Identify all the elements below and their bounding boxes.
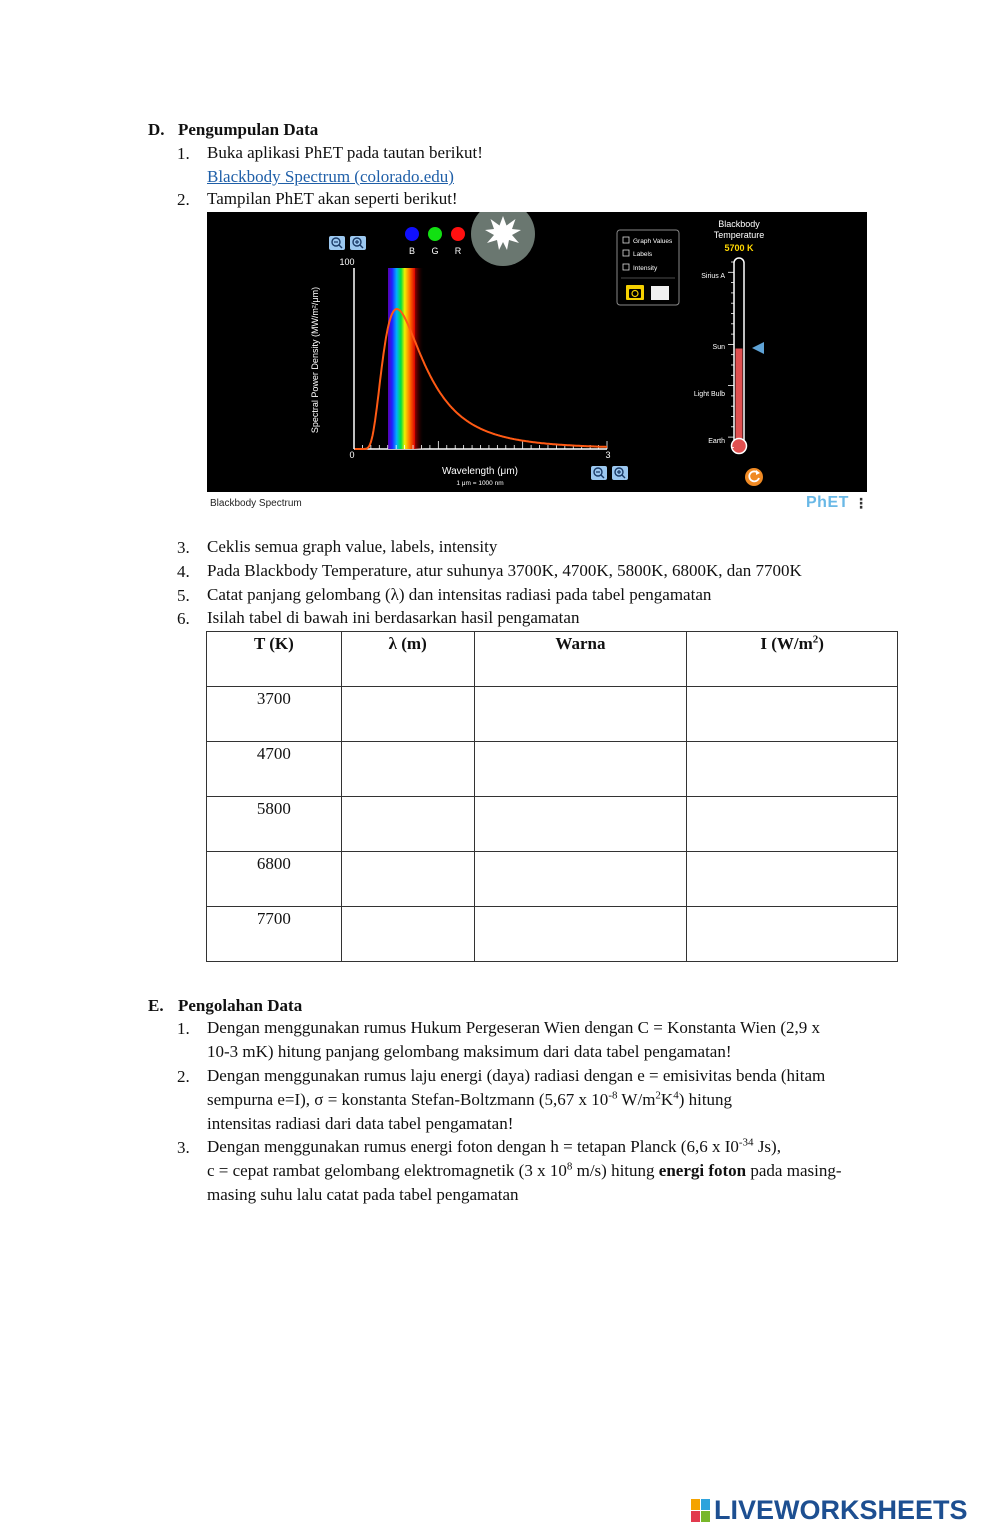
mark-earth: Earth <box>708 438 725 445</box>
mark-sirius-a: Sirius A <box>701 273 725 280</box>
wavelength-cell[interactable] <box>341 687 474 742</box>
x-axis-max: 3 <box>605 450 611 460</box>
intensity-cell[interactable] <box>687 852 898 907</box>
table-row <box>207 852 898 907</box>
intensity-cell[interactable] <box>687 687 898 742</box>
blackbody-spectrum-link[interactable]: Blackbody Spectrum (colorado.edu) <box>207 167 454 186</box>
reset-all-button[interactable] <box>745 468 763 486</box>
thermometer-title-line1: Blackbody <box>718 219 760 229</box>
red-label: R <box>454 246 462 256</box>
item-e3-line3: masing suhu lalu catat pada tabel pengamatan <box>207 1185 519 1204</box>
table-row <box>207 797 898 852</box>
item-d4-number: 4. <box>177 562 190 581</box>
intensity-cell[interactable] <box>687 797 898 852</box>
item-e2-number: 2. <box>177 1067 190 1086</box>
item-e3-number: 3. <box>177 1138 190 1157</box>
color-cell[interactable] <box>474 907 687 962</box>
phet-caption: Blackbody Spectrum <box>210 498 302 509</box>
thermometer[interactable] <box>732 258 747 454</box>
header-color: Warna <box>474 632 687 687</box>
item-e2-line1: Dengan menggunakan rumus laju energi (daya) radiasi dengan e = emisivitas benda (hitam <box>207 1066 826 1085</box>
table-header-row <box>207 632 898 687</box>
header-wavelength: λ (m) <box>341 632 474 687</box>
item-d2-number: 2. <box>177 190 190 209</box>
green-indicator-dot <box>428 227 442 241</box>
item-d2-text: Tampilan PhET akan seperti berikut! <box>207 189 458 208</box>
wavelength-zoom-out-button[interactable] <box>591 466 607 480</box>
temperature-slider-handle[interactable] <box>752 342 764 354</box>
item-e2-line2: sempurna e=I), σ = konstanta Stefan-Boltzmann (5,67 x $10^{-8}$ $W/m^2K^4$) hitung <box>207 1089 733 1109</box>
phet-logo: PhET <box>806 494 849 511</box>
blue-label: B <box>408 246 416 256</box>
item-e1-line1: Dengan menggunakan rumus Hukum Pergeseran Wien dengan C = Konstanta Wien (2,9 x <box>207 1018 821 1037</box>
table-row <box>207 687 898 742</box>
y-axis-label: Spectral Power Density (MW/m²/μm) <box>310 286 320 434</box>
color-cell[interactable] <box>474 852 687 907</box>
temperature-value: 5700 K <box>724 243 754 253</box>
item-e3-line2: c = cepat rambat gelombang elektromagnetik (3 x $10^8$ m/s) hitung energi foton pada masing- <box>207 1160 842 1180</box>
item-d5-text: Catat panjang gelombang (λ) dan intensitas radiasi pada tabel pengamatan <box>207 585 712 604</box>
y-axis-min: 0 <box>349 450 355 460</box>
mark-sun: Sun <box>712 344 725 351</box>
intensity-cell[interactable] <box>687 742 898 797</box>
item-d3-number: 3. <box>177 538 190 557</box>
color-cell[interactable] <box>474 687 687 742</box>
phet-simulation-canvas <box>207 212 867 492</box>
item-e1-line2: 10-3 mK) hitung panjang gelombang maksimum dari data tabel pengamatan! <box>207 1042 732 1061</box>
item-d4-text: Pada Blackbody Temperature, atur suhunya 3700K, 4700K, 5800K, 6800K, dan 7700K <box>207 561 802 580</box>
temperature-cell: 6800 <box>207 852 342 907</box>
table-row <box>207 907 898 962</box>
thermometer-title-line2: Temperature <box>713 230 765 240</box>
temperature-cell: 3700 <box>207 687 342 742</box>
color-cell[interactable] <box>474 797 687 852</box>
green-label: G <box>431 246 439 256</box>
star-icon <box>471 212 535 266</box>
item-d6-text: Isilah tabel di bawah ini berdasarkan hasil pengamatan <box>207 608 580 627</box>
liveworksheets-logo-icon <box>691 1499 711 1523</box>
x-axis-unit-note: 1 μm = 1000 nm <box>456 480 504 487</box>
item-d5-number: 5. <box>177 586 190 605</box>
phet-graphic <box>207 212 867 492</box>
clear-button[interactable] <box>651 286 669 300</box>
x-axis-label: Wavelength (μm) <box>442 466 518 477</box>
item-d1-number: 1. <box>177 144 190 163</box>
graph-zoom-in-button[interactable] <box>350 236 366 250</box>
header-temperature: T (K) <box>207 632 342 687</box>
wavelength-cell[interactable] <box>341 907 474 962</box>
color-cell[interactable] <box>474 742 687 797</box>
temperature-cell: 4700 <box>207 742 342 797</box>
temperature-cell: 7700 <box>207 907 342 962</box>
intensity-cell[interactable] <box>687 907 898 962</box>
phet-screenshot <box>207 212 867 515</box>
mark-light-bulb: Light Bulb <box>693 391 725 398</box>
table-row <box>207 742 898 797</box>
blue-indicator-dot <box>405 227 419 241</box>
labels-label: Labels <box>633 251 653 258</box>
graph-zoom-out-button[interactable] <box>329 236 345 250</box>
section-e-letter: E. <box>148 996 164 1015</box>
item-d6-number: 6. <box>177 609 190 628</box>
wavelength-zoom-in-button[interactable] <box>612 466 628 480</box>
y-axis-max: 100 <box>339 257 355 267</box>
item-e3-line1: Dengan menggunakan rumus energi foton dengan h = tetapan Planck (6,6 x $I0^{-34}$ Js), <box>207 1136 781 1156</box>
intensity-label: Intensity <box>633 265 658 272</box>
temperature-cell: 5800 <box>207 797 342 852</box>
phet-menu-icon[interactable]: ⋮ <box>854 495 868 511</box>
item-e2-line3: intensitas radiasi dari data tabel pengamatan! <box>207 1114 514 1133</box>
graph-values-label: Graph Values <box>633 238 673 245</box>
observation-table <box>206 631 898 962</box>
wavelength-cell[interactable] <box>341 797 474 852</box>
wavelength-cell[interactable] <box>341 852 474 907</box>
thermometer-ticks <box>728 262 734 447</box>
header-intensity: I $(W/m^2)$ <box>687 632 898 687</box>
camera-icon[interactable] <box>626 285 644 300</box>
section-d-title: Pengumpulan Data <box>178 120 319 139</box>
section-d-letter: D. <box>148 120 165 139</box>
item-d1-text: Buka aplikasi PhET pada tautan berikut! <box>207 143 483 162</box>
item-e1-number: 1. <box>177 1019 190 1038</box>
visible-spectrum-band <box>388 268 415 449</box>
options-panel <box>617 230 679 305</box>
wavelength-cell[interactable] <box>341 742 474 797</box>
section-e-title: Pengolahan Data <box>178 996 303 1015</box>
liveworksheets-brand: LIVEWORKSHEETS <box>714 1495 968 1525</box>
item-d3-text: Ceklis semua graph value, labels, intensity <box>207 537 498 556</box>
red-indicator-dot <box>451 227 465 241</box>
